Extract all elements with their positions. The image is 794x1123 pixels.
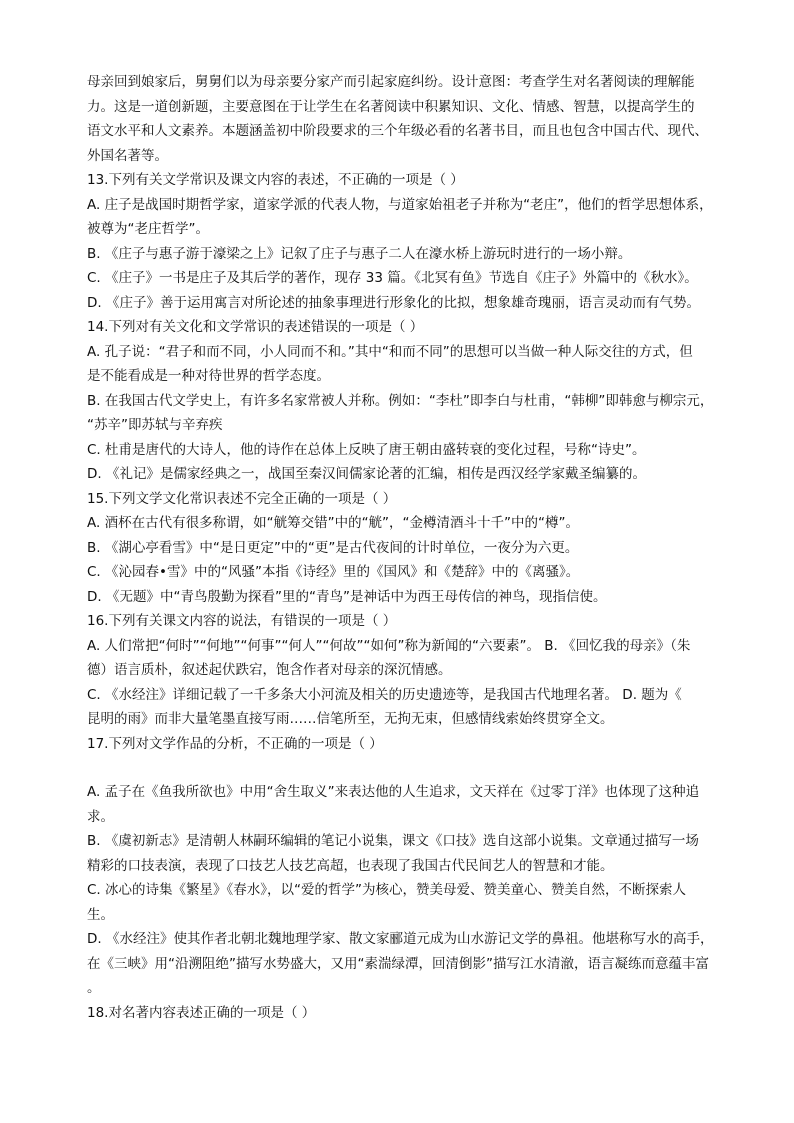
option-line: 生。 [87, 906, 114, 923]
option-line: A. 孟子在《鱼我所欲也》中用“舍生取义”来表达他的人生追求，文天祥在《过零丁洋》也体现了这种追 [87, 784, 700, 800]
intro-line: 语文水平和人文素养。本题涵盖初中阶段要求的三个年级必看的名著书目，而且也包含中国古代、现代、 [87, 123, 708, 139]
question-15 [87, 487, 719, 610]
document-body [87, 70, 719, 1025]
question-18 [87, 1001, 719, 1026]
option-line: C. 《沁园春•雪》中的“风骚”本指《诗经》里的《国风》和《楚辞》中的《离骚》。 [87, 564, 580, 580]
question-14 [87, 315, 719, 487]
option-line: B. 在我国古代文学史上，有许多名家常被人并称。例如：“李杜”即李白与杜甫，“韩柳”即韩愈与柳宗元， [87, 392, 714, 409]
option-line: A. 孔子说：“君子和而不同，小人同而不和。”其中“和而不同”的思想可以当做一种人际交往的方式，但 [87, 343, 693, 360]
intro-paragraph [87, 70, 719, 168]
blank-spacer [87, 756, 719, 780]
option-line: D. 《无题》中“青鸟殷勤为探看”里的“青鸟”是神话中为西王母传信的神鸟，现指信使。 [87, 588, 607, 605]
option-line: 精彩的口技表演，表现了口技艺人技艺高超，也表现了我国古代民间艺人的智慧和才能。 [87, 857, 614, 874]
option-line: D. 《水经注》使其作者北朝北魏地理学家、散文家郦道元成为山水游记文学的鼻祖。他堪称写水的高手， [87, 931, 714, 947]
option-line: C. 杜甫是唐代的大诗人，他的诗作在总体上反映了唐王朝由盛转衰的变化过程，号称“诗史”。 [87, 441, 646, 458]
question-stem: 14.下列对有关文化和文学常识的表述错误的一项是（ ） [87, 319, 424, 335]
option-line: D. 《礼记》是儒家经典之一，战国至秦汉间儒家论著的汇编，相传是西汉经学家戴圣编纂的。 [87, 466, 646, 482]
option-line: B. 《湖心亭看雪》中“是日更定”中的“更”是古代夜间的计时单位，一夜分为六更。 [87, 539, 579, 556]
option-line: 昆明的雨》而非大量笔墨直接写雨……信笔所至，无拘无束，但感情线索始终贯穿全文。 [87, 711, 614, 727]
option-line: B. 《虞初新志》是清朝人林嗣环编辑的笔记小说集，课文《口技》选自这部小说集。文章通过描写一场 [87, 833, 699, 849]
option-line: 求。 [87, 808, 114, 825]
option-line: 。 [87, 980, 101, 996]
option-line: B. 《庄子与惠子游于濠梁之上》记叙了庄子与惠子二人在濠水桥上游玩时进行的一场小辩。 [87, 245, 632, 262]
question-13 [87, 168, 719, 315]
option-line: C. 《庄子》一书是庄子及其后学的著作，现存 33 篇。《北冥有鱼》节选自《庄子》外篇中的《秋水》。 [87, 270, 698, 286]
option-line: “苏辛”即苏轼与辛弃疾 [87, 417, 223, 433]
option-line: C. 《水经注》详细记载了一千多条大小河流及相关的历史遗迹等，是我国古代地理名著。 D. 题为《 [87, 686, 682, 703]
intro-line: 外国名著等。 [87, 147, 168, 164]
option-line: 被尊为“老庄哲学”。 [87, 221, 209, 237]
question-stem: 18.对名著内容表述正确的一项是（ ） [87, 1004, 316, 1021]
option-line: C. 冰心的诗集《繁星》《春水》，以“爱的哲学”为核心，赞美母爱、赞美童心、赞美自然，不断探索人 [87, 882, 686, 898]
question-stem: 17.下列对文学作品的分析，不正确的一项是（ ） [87, 735, 383, 752]
intro-line: 力。这是一道创新题，主要意图在于让学生在名著阅读中积累知识、文化、情感、智慧，以提高学生的 [87, 98, 695, 115]
option-line: 德）语言质朴，叙述起伏跌宕，饱含作者对母亲的深沉情感。 [87, 662, 452, 678]
question-stem: 13.下列有关文学常识及课文内容的表述，不正确的一项是（ ） [87, 172, 464, 188]
option-line: A. 庄子是战国时期哲学家，道家学派的代表人物，与道家始祖老子并称为“老庄”，他们的哲学思想体系， [87, 196, 713, 213]
option-line: A. 人们常把“何时”“何地”“何事”“何人”“何故”“如何”称为新闻的“六要素”。 B. 《回忆我的母亲》（朱 [87, 637, 691, 654]
question-stem: 15.下列文学文化常识表述不完全正确的一项是（ ） [87, 490, 397, 507]
option-line: D. 《庄子》善于运用寓言对所论述的抽象事理进行形象化的比拟，想象雄奇瑰丽，语言灵动而有气势。 [87, 294, 700, 311]
question-17 [87, 732, 719, 1001]
question-16 [87, 609, 719, 732]
option-line: 在《三峡》用“沿溯阻绝”描写水势盛大，又用“素湍绿潭，回清倒影”描写江水清澈，语言凝练而意蕴丰富 [87, 955, 709, 972]
option-line: A. 酒杯在古代有很多称谓，如“觥筹交错”中的“觥”，“金樽清酒斗十千”中的“樽”。 [87, 515, 580, 531]
question-stem: 16.下列有关课文内容的说法，有错误的一项是（ ） [87, 613, 397, 629]
option-line: 是不能看成是一种对待世界的哲学态度。 [87, 368, 330, 384]
intro-line: 母亲回到娘家后，舅舅们以为母亲要分家产而引起家庭纠纷。设计意图：考查学生对名著阅读的理解能 [87, 74, 695, 90]
